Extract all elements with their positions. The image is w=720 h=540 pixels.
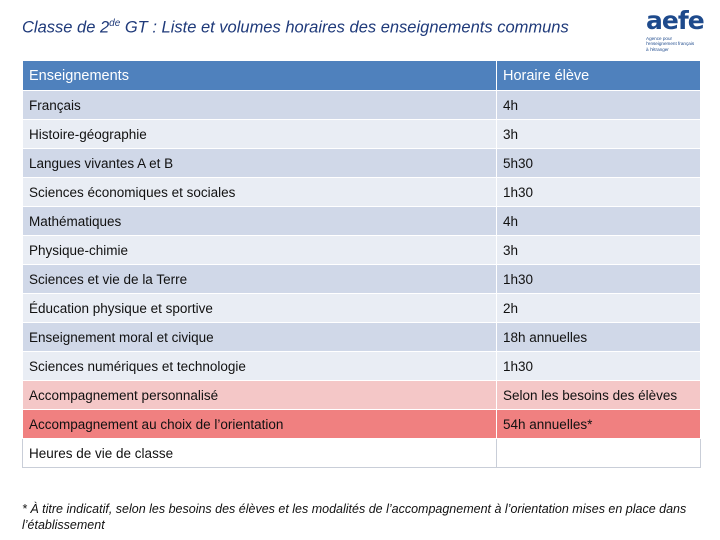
table-row-highlight — [23, 381, 701, 410]
subject-cell: Histoire-géographie — [23, 120, 497, 149]
subject-cell: Enseignement moral et civique — [23, 323, 497, 352]
table-row — [23, 236, 701, 265]
hours-cell: 5h30 — [497, 149, 701, 178]
subject-cell: Accompagnement au choix de l’orientation — [23, 410, 497, 439]
hours-cell: 1h30 — [497, 352, 701, 381]
subject-cell: Physique-chimie — [23, 236, 497, 265]
header-hours: Horaire élève — [497, 61, 701, 91]
logo-line-1: Agence pour — [646, 36, 673, 41]
subject-cell: Langues vivantes A et B — [23, 149, 497, 178]
table-row — [23, 352, 701, 381]
hours-cell: 3h — [497, 236, 701, 265]
subject-cell: Éducation physique et sportive — [23, 294, 497, 323]
table-row — [23, 294, 701, 323]
hours-cell: 4h — [497, 91, 701, 120]
hours-cell: 18h annuelles — [497, 323, 701, 352]
hours-cell: 54h annuelles* — [497, 410, 701, 439]
hours-cell — [497, 439, 701, 468]
hours-cell: 1h30 — [497, 265, 701, 294]
table-row — [23, 178, 701, 207]
subject-cell: Accompagnement personnalisé — [23, 381, 497, 410]
table-row — [23, 323, 701, 352]
title-suffix: GT : Liste et volumes horaires des enseignements communs — [120, 18, 569, 37]
logo-word: aefe — [646, 6, 704, 35]
table-row — [23, 265, 701, 294]
hours-cell: 1h30 — [497, 178, 701, 207]
hours-cell: Selon les besoins des élèves — [497, 381, 701, 410]
subject-cell: Sciences économiques et sociales — [23, 178, 497, 207]
page-title — [22, 18, 642, 38]
footnote: * À titre indicatif, selon les besoins des élèves et les modalités de l’accompagnement à l’orientation mises en place dans l’établissement — [22, 502, 687, 532]
table-row — [23, 207, 701, 236]
title-prefix: Classe de 2 — [22, 18, 110, 37]
subject-cell: Mathématiques — [23, 207, 497, 236]
table-header-row — [23, 61, 701, 91]
subject-cell: Français — [23, 91, 497, 120]
table-row — [23, 120, 701, 149]
logo-line-2: l'enseignement français — [646, 41, 695, 47]
hours-cell: 4h — [497, 207, 701, 236]
courses-table — [22, 60, 701, 468]
title-superscript: de — [109, 18, 121, 29]
table-row — [23, 149, 701, 178]
subject-cell: Sciences et vie de la Terre — [23, 265, 497, 294]
table-row-highlight — [23, 410, 701, 439]
table-row — [23, 439, 701, 468]
logo-line-3: à l'étranger — [646, 46, 669, 52]
header-subject: Enseignements — [23, 61, 497, 91]
table-row — [23, 91, 701, 120]
aefe-logo — [646, 8, 712, 58]
subject-cell: Sciences numériques et technologie — [23, 352, 497, 381]
hours-cell: 3h — [497, 120, 701, 149]
hours-cell: 2h — [497, 294, 701, 323]
subject-cell: Heures de vie de classe — [23, 439, 497, 468]
